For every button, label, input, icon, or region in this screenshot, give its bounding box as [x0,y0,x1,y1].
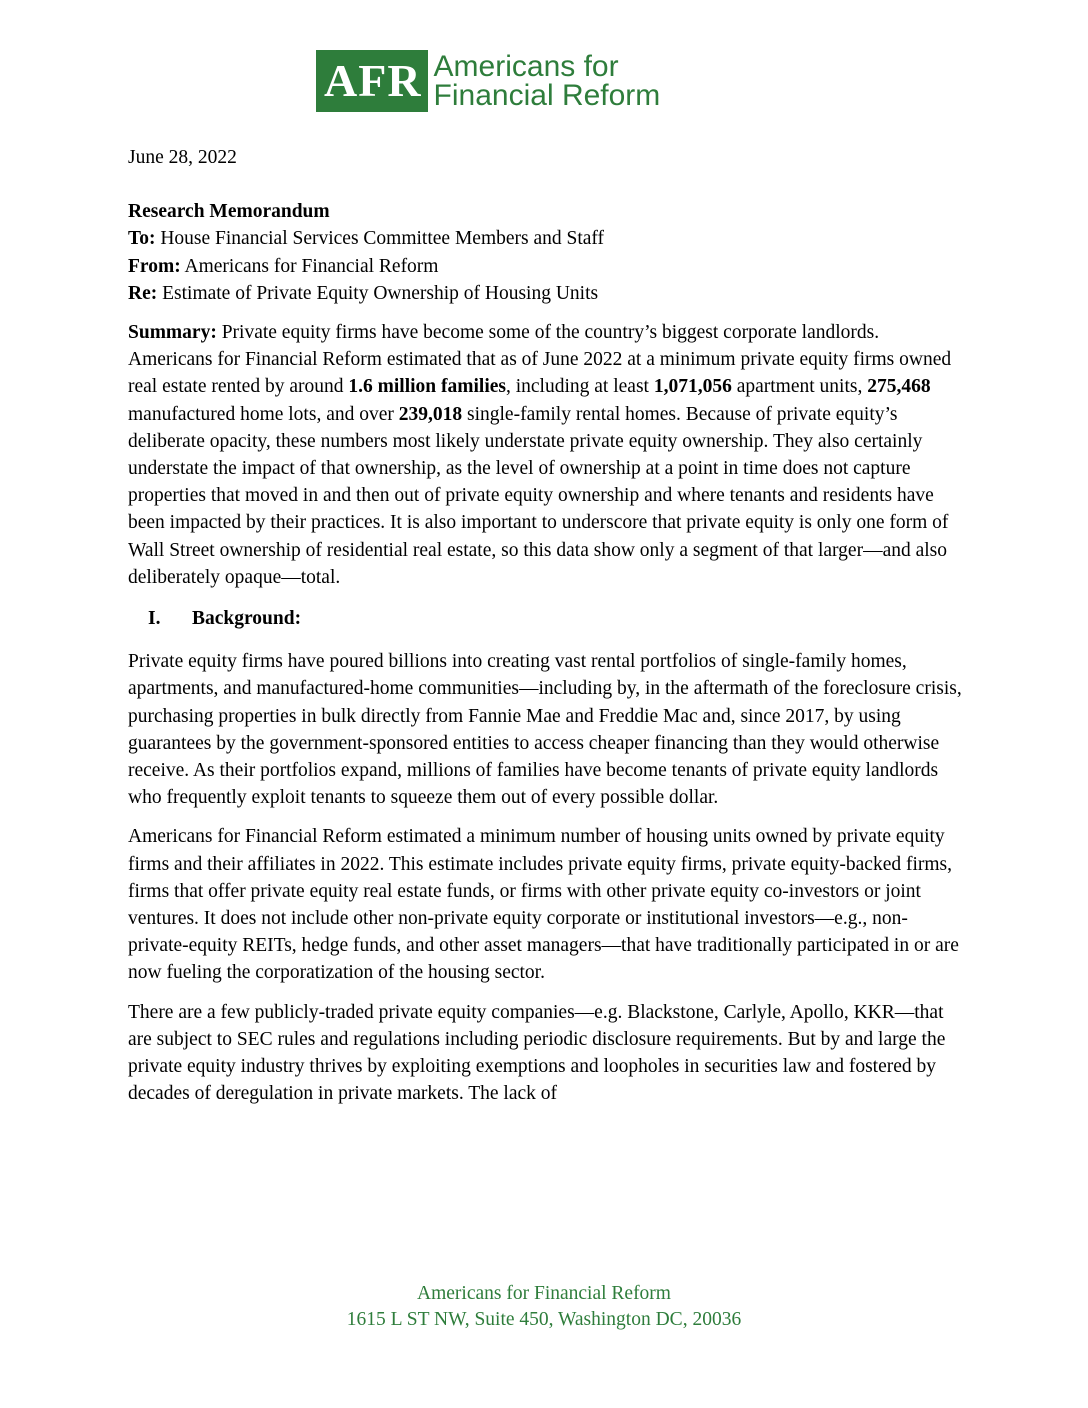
body-paragraph-2: Americans for Financial Reform estimated a minimum number of housing units owned by private equity firms and their affiliates in 2022. This estimate includes private equity firms, private equity-backed firms, firms that offer private equity real estate funds, or firms with other private equity co-investors or joint ventures. It does not include other non-private equity corporate or institutional investors—e.g., non-private-equity REITs, hedge funds, and other asset managers—that have traditionally participated in or are now fueling the corporatization of the housing sector. [128,826,959,984]
section-heading-background [128,605,964,632]
summary-paragraph: Summary: Private equity firms have become some of the country’s biggest corporate landlords. Americans for Financial Reform estimated that as of June 2022 at a minimum private equity firms owned real estate rented by around 1.6 million families, including at least 1,071,056 apartment units, 275,468 manufactured home lots, and over 239,018 single-family rental homes. Because of private equity’s deliberate opacity, these numbers most likely understate private equity ownership. They also certainly understate the impact of that ownership, as the level of ownership at a point in time does not capture properties that moved in and then out of private equity ownership and where tenants and residents have been impacted by their practices. It is also important to underscore that private equity is only one form of Wall Street ownership of residential real estate, so this data show only a segment of that larger—and also deliberately opaque—total. [128,322,952,588]
body-paragraph-3: There are a few publicly-traded private equity companies—e.g. Blackstone, Carlyle, Apollo, KKR—that are subject to SEC rules and regulations including periodic disclosure requirements. But by and large the private equity industry thrives by exploiting exemptions and loopholes in securities law and fostered by decades of deregulation in private markets. The lack of [128,1001,946,1105]
families-count: 1.6 million families [348,376,506,398]
memo-body [128,144,964,1108]
apartment-units-count: 1,071,056 [653,376,732,398]
memo-to-value: House Financial Services Committee Members and Staff [160,228,605,250]
section-title: Background: [192,608,302,630]
memo-to-label: To: [128,228,156,250]
footer-org-name: Americans for Financial Reform [417,1283,671,1304]
memo-re [128,280,964,307]
section-number: I. [148,608,161,630]
logo-abbreviation: AFR [316,50,428,112]
memo-date: June 28, 2022 [128,147,237,168]
logo-line-2: Financial Reform [433,79,661,112]
summary-label: Summary: [128,322,217,344]
memo-re-value: Estimate of Private Equity Ownership of Housing Units [162,282,599,304]
single-family-count: 239,018 [398,403,463,425]
memo-title: Research Memorandum [128,201,330,223]
afr-logo [316,50,660,112]
footer-address: 1615 L ST NW, Suite 450, Washington DC, 20036 [346,1309,742,1330]
logo-wordmark [434,52,661,110]
memo-from [128,253,964,280]
memo-re-label: Re: [128,282,158,304]
memo-to [128,225,964,252]
memo-from-value: Americans for Financial Reform [184,255,439,277]
page-footer [0,1281,1088,1333]
manufactured-lots-count: 275,468 [867,376,931,398]
logo-line-1: Americans for [433,50,619,83]
body-paragraph-1: Private equity firms have poured billions into creating vast rental portfolios of single-family homes, apartments, and manufactured-home communities—including by, in the aftermath of the foreclosure crisis, purchasing properties in bulk directly from Fannie Mae and Freddie Mac and, since 2017, by using guarantees by the government-sponsored entities to access cheaper financing than they would otherwise receive. As their portfolios expand, millions of families have become tenants of private equity landlords who frequently exploit tenants to squeeze them out of every possible dollar. [128,651,962,809]
memo-from-label: From: [128,255,181,277]
